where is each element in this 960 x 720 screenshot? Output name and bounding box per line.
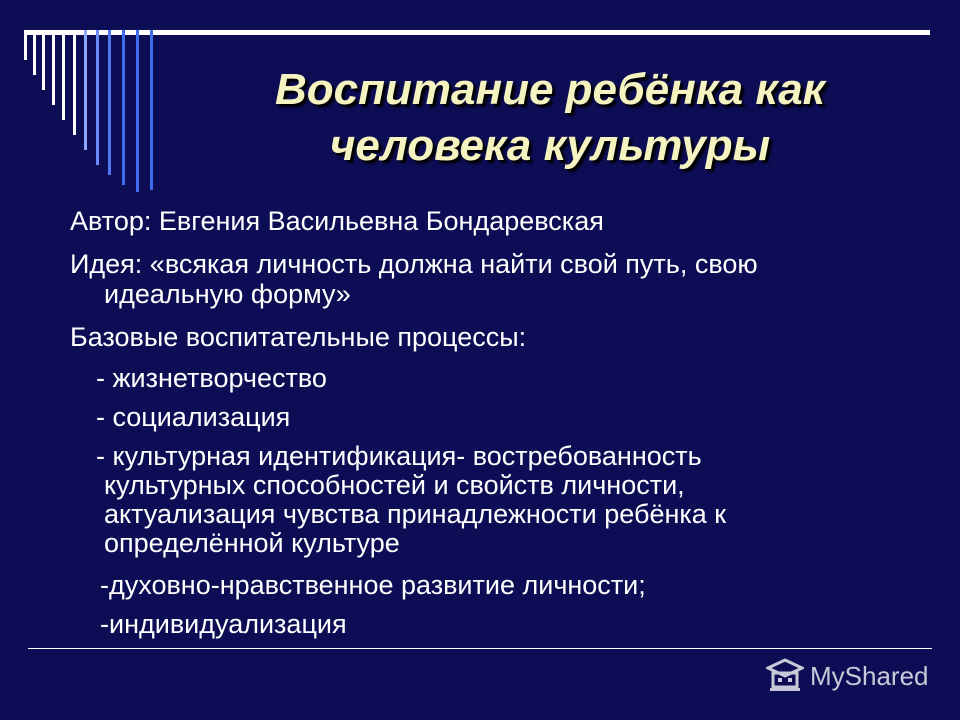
- process-item: - жизнетворчество: [96, 363, 327, 393]
- decor-bar: [24, 30, 27, 60]
- process-item: - социализация: [96, 402, 291, 432]
- decor-bar: [84, 30, 87, 150]
- slide-body: [70, 206, 890, 639]
- decorative-bars: [24, 30, 164, 200]
- decor-bar: [42, 30, 45, 90]
- decor-bar: [73, 30, 76, 135]
- title-line-1: Воспитание ребёнка как: [275, 65, 825, 114]
- process-item-line: актуализация чувства принадлежности ребёнка к: [104, 499, 727, 529]
- process-item: [70, 441, 890, 558]
- idea-line-1: Идея: «всякая личность должна найти свой путь, свою: [70, 249, 758, 279]
- decor-bar: [136, 30, 139, 192]
- decor-bar: [150, 30, 153, 190]
- author-text: Автор: Евгения Васильевна Бондаревская: [70, 206, 604, 236]
- decor-bar: [96, 30, 99, 165]
- idea-line-2: идеальную форму»: [104, 279, 351, 309]
- idea-paragraph: [70, 249, 890, 309]
- decor-bar: [108, 30, 111, 175]
- watermark-text: MyShared: [810, 661, 929, 691]
- process-item-line: - культурная идентификация- востребованность: [96, 441, 702, 471]
- process-item-line: культурных способностей и свойств личности,: [104, 470, 685, 500]
- processes-heading: Базовые воспитательные процессы:: [70, 322, 527, 352]
- bottom-divider: [28, 648, 932, 649]
- mortarboard-icon: [766, 658, 804, 694]
- watermark[interactable]: [766, 656, 946, 696]
- process-item: -духовно-нравственное развитие личности;: [100, 570, 646, 600]
- decor-bar: [62, 30, 65, 120]
- decor-bar: [122, 30, 125, 185]
- process-item-line: определённой культуре: [104, 528, 400, 558]
- decor-bar: [33, 30, 36, 75]
- decor-bar: [52, 30, 55, 105]
- title-line-2: человека культуры: [329, 121, 771, 170]
- process-item: -индивидуализация: [100, 609, 347, 639]
- slide-title: [200, 62, 900, 174]
